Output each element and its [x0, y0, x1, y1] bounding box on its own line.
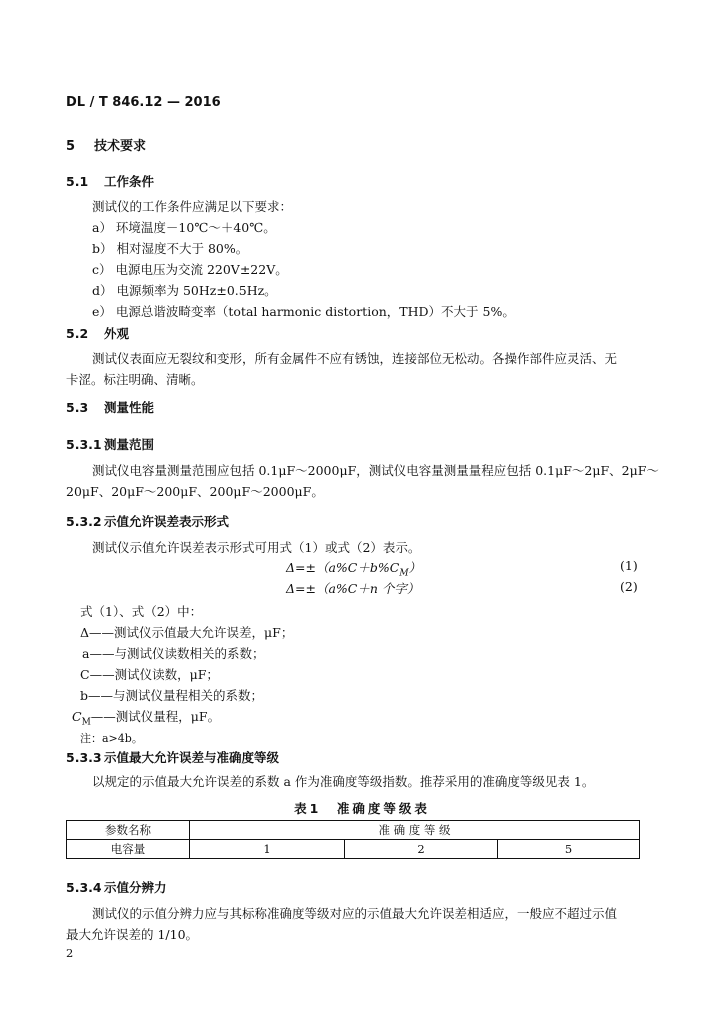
paragraph-line: 测试仪电容量测量范围应包括 0.1μF～2000μF，测试仪电容量测量量程应包括 0.1μF～2μF、2μF～: [92, 463, 659, 478]
section-title: 测量性能: [104, 400, 155, 415]
table-cell: 1: [190, 840, 345, 859]
paragraph-line: 测试仪的示值分辨力应与其标称准确度等级对应的示值最大允许误差相适应，一般应不超过示值: [92, 906, 618, 921]
section-5-3-2-heading: [66, 512, 229, 530]
definition: b——与测试仪量程相关的系数；: [80, 688, 264, 703]
paragraph-line: 测试仪示值允许误差表示形式可用式（1）或式（2）表示。: [92, 540, 421, 555]
definition: C——测试仪读数，μF；: [80, 667, 219, 682]
paragraph-line: 最大允许误差的 1/10。: [66, 927, 199, 942]
section-number: 5: [66, 139, 76, 154]
table-header-row: [67, 821, 640, 840]
table-header-cell: 参数名称: [67, 821, 190, 840]
paragraph-line: 测试仪表面应无裂纹和变形，所有金属件不应有锈蚀，连接部位无松动。各操作部件应灵活、无: [92, 351, 618, 366]
list-item: a） 环境温度－10℃～＋40℃。: [92, 220, 276, 235]
table-cell: 电容量: [67, 840, 190, 859]
accuracy-table: [66, 820, 640, 859]
section-title: 测量范围: [104, 437, 155, 452]
definition-symbol: C: [72, 709, 82, 724]
section-title: 示值允许误差表示形式: [104, 514, 230, 529]
note: 注：a>4b。: [80, 732, 143, 745]
definition-subscript: M: [81, 717, 91, 728]
section-5-3-1-heading: [66, 435, 154, 453]
table-cell: 5: [498, 840, 640, 859]
table-row: [67, 840, 640, 859]
section-title: 工作条件: [104, 174, 155, 189]
section-5-heading: [66, 135, 146, 154]
section-title: 示值最大允许误差与准确度等级: [104, 750, 280, 765]
definition: a——与测试仪读数相关的系数；: [82, 646, 265, 661]
section-title: 示值分辨力: [104, 880, 167, 895]
section-5-2-heading: [66, 324, 129, 342]
equation-close: ）: [408, 560, 422, 575]
section-number: 5.3.1: [66, 437, 102, 452]
section-number: 5.1: [66, 174, 89, 189]
section-number: 5.2: [66, 326, 89, 341]
definition-text: ——测试仪量程，μF。: [90, 709, 221, 724]
section-number: 5.3.4: [66, 880, 102, 895]
list-item: b） 相对湿度不大于 80%。: [92, 241, 249, 256]
table-cell: 2: [345, 840, 498, 859]
paragraph-line: 20μF、20μF～200μF、200μF～2000μF。: [66, 484, 324, 499]
equation-1-number: (1): [620, 558, 638, 573]
list-item: e） 电源总谐波畸变率（total harmonic distortion，THD）不大于 5%。: [92, 304, 515, 319]
paragraph-line: 以规定的示值最大允许误差的系数 a 作为准确度等级指数。推荐采用的准确度等级见表 1。: [92, 774, 595, 789]
section-5-3-heading: [66, 398, 154, 416]
section-5-1-intro: 测试仪的工作条件应满足以下要求：: [92, 199, 293, 214]
table-title: 表1 准确度等级表: [294, 801, 430, 816]
paragraph-line: 卡涩。标注明确、清晰。: [66, 372, 204, 387]
document-id: DL / T 846.12 — 2016: [66, 95, 221, 110]
equation-2: Δ=±（a%C＋n 个字）: [286, 581, 420, 596]
page-number: 2: [66, 946, 74, 960]
section-title: 外观: [104, 326, 130, 341]
list-item: c） 电源电压为交流 220V±22V。: [92, 262, 288, 277]
section-number: 5.3.2: [66, 514, 102, 529]
section-number: 5.3.3: [66, 750, 102, 765]
equation-subscript: M: [399, 568, 409, 579]
list-item: d） 电源频率为 50Hz±0.5Hz。: [92, 283, 277, 298]
equation-text: Δ=±（a%C＋b%C: [286, 560, 400, 575]
section-number: 5.3: [66, 400, 89, 415]
section-5-3-3-heading: [66, 748, 279, 766]
equation-1: [286, 558, 421, 579]
section-5-3-4-heading: [66, 878, 167, 896]
equation-2-number: (2): [620, 579, 638, 594]
where-clause: 式（1）、式（2）中：: [80, 604, 203, 619]
section-title: 技术要求: [94, 139, 147, 154]
definition: Δ——测试仪示值最大允许误差，μF；: [80, 625, 294, 640]
table-header-cell: 准 确 度 等 级: [190, 821, 640, 840]
section-5-1-heading: [66, 172, 154, 190]
